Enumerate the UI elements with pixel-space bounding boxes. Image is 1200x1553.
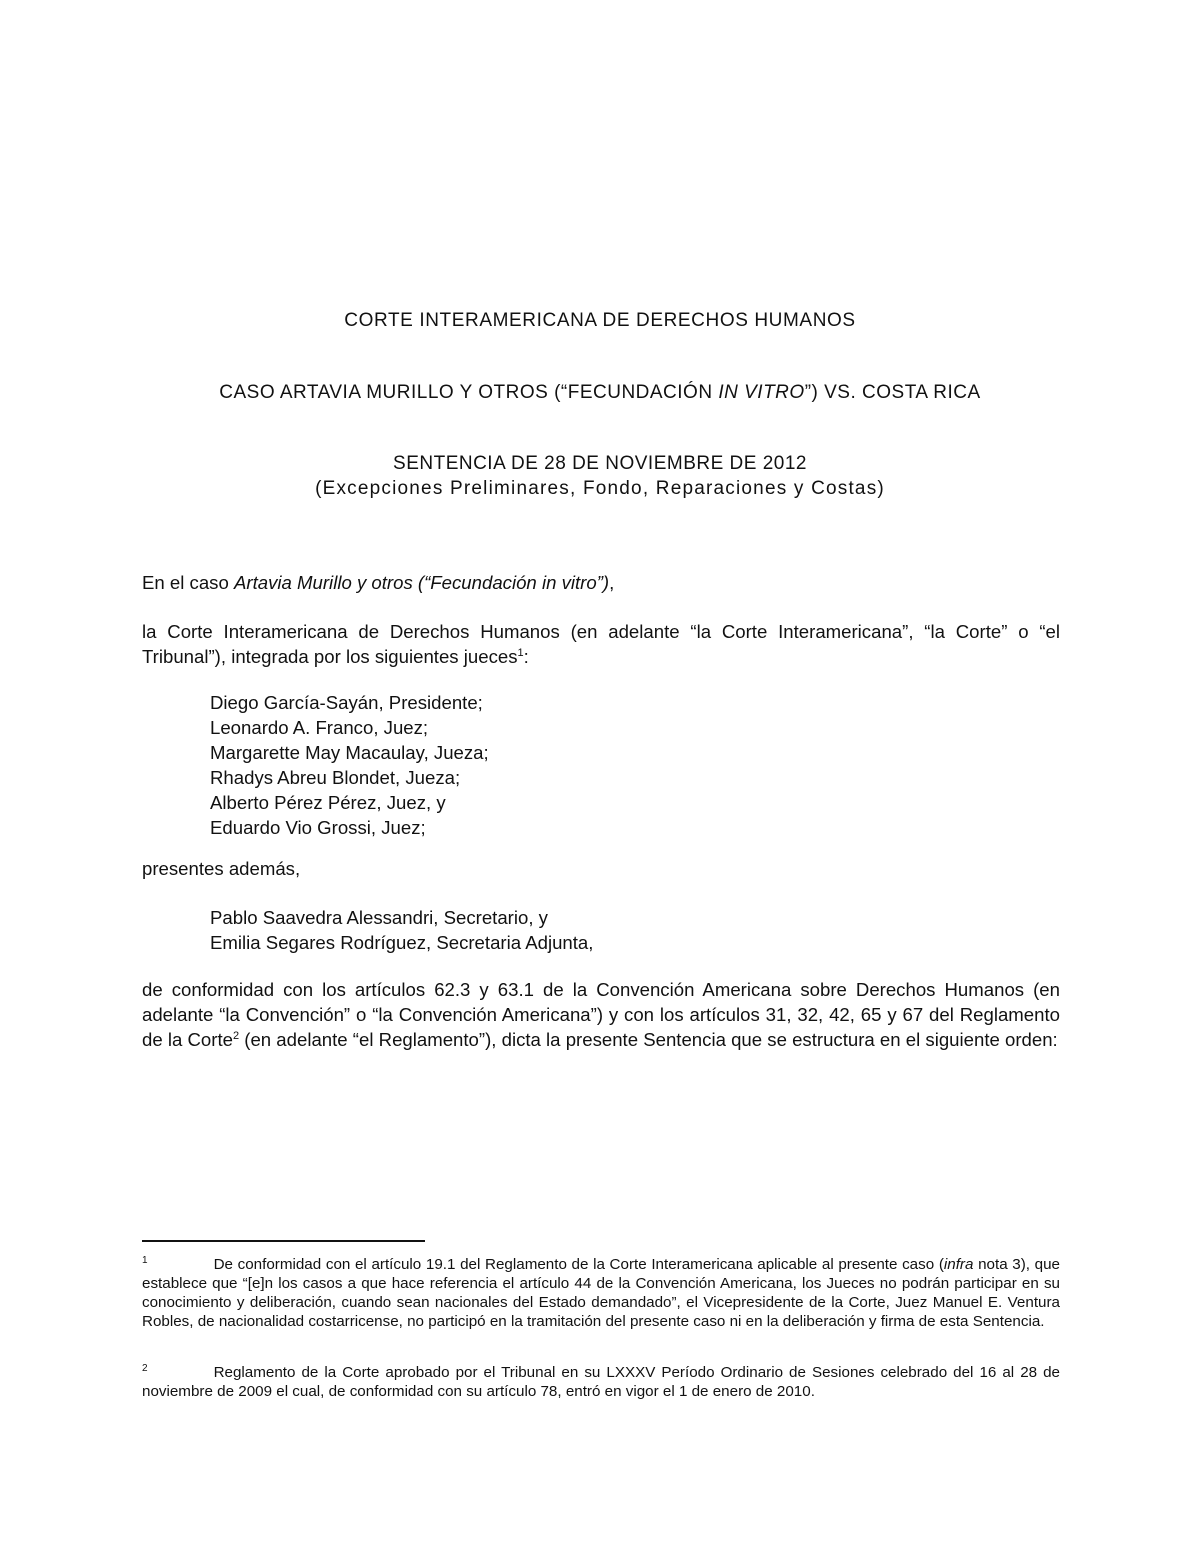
judges-list — [210, 690, 489, 840]
footnote-number: 2 — [142, 1362, 148, 1374]
conformidad-paragraph — [142, 977, 1060, 1052]
case-title-suffix: ”) VS. COSTA RICA — [804, 382, 981, 403]
judgment-subtitle: (Excepciones Preliminares, Fondo, Reparaciones y Costas) — [315, 478, 885, 499]
case-title-italic: IN VITRO — [718, 382, 805, 403]
court-name: CORTE INTERAMERICANA DE DERECHOS HUMANOS — [344, 310, 856, 331]
case-title — [140, 382, 1060, 404]
footnote-number: 1 — [142, 1254, 148, 1266]
conformidad-part2: (en adelante “el Reglamento”), dicta la presente Sentencia que se estructura en el siguiente orden: — [239, 1029, 1058, 1050]
intro-after: : — [523, 646, 529, 667]
footnote-text-before: De conformidad con el artículo 19.1 del Reglamento de la Corte Interamericana aplicable al presente caso ( — [213, 1256, 944, 1273]
secretary-item: Emilia Segares Rodríguez, Secretaria Adjunta, — [210, 932, 594, 953]
footnote-text: Reglamento de la Corte aprobado por el Tribunal en su LXXXV Período Ordinario de Sesiones celebrado del 16 al 28 de noviembre de 2009 el cual, de conformidad con su artículo 78, entró en vigor el 1 de enero de 2010. — [142, 1364, 1060, 1400]
intro-text: la Corte Interamericana de Derechos Humanos (en adelante “la Corte Interamericana”, “la Corte” o “el Tribunal”), integrada por los siguientes jueces — [142, 621, 1060, 667]
opening-line — [142, 570, 1060, 595]
judgment-date: SENTENCIA DE 28 DE NOVIEMBRE DE 2012 — [393, 453, 807, 474]
secretaries-list — [210, 905, 593, 955]
footnote-ref-2[interactable]: 2 — [232, 1029, 240, 1042]
case-title-prefix: CASO ARTAVIA MURILLO Y OTROS (“FECUNDACIÓN — [219, 382, 719, 403]
footnote-2 — [142, 1363, 1060, 1401]
opening-suffix: , — [609, 572, 615, 593]
judge-item: Rhadys Abreu Blondet, Jueza; — [210, 767, 461, 788]
footnote-text-after: nota 3), que establece que “[e]n los casos a que hace referencia el artículo 44 de la Convención Americana, los Jueces no podrán participar en su conocimiento y deliberación, cuando sean nacionales del Estado demandado”, el Vicepresidente de la Corte, Juez Manuel E. Ventura Robles, de nacionalidad costarricense, no participó en la tramitación del presente caso ni en la deliberación y firma de esta Sentencia. — [142, 1256, 1060, 1330]
footnote-italic: infra — [943, 1256, 974, 1273]
intro-paragraph — [142, 619, 1060, 669]
secretary-item: Pablo Saavedra Alessandri, Secretario, y — [210, 907, 548, 928]
judge-item: Alberto Pérez Pérez, Juez, y — [210, 792, 446, 813]
presentes-line: presentes además, — [142, 858, 301, 879]
opening-case-name: Artavia Murillo y otros (“Fecundación in vitro”) — [234, 572, 610, 593]
footnote-ref-1[interactable]: 1 — [517, 646, 524, 659]
judge-item: Margarette May Macaulay, Jueza; — [210, 742, 489, 763]
conformidad-part1: de conformidad con los artículos 62.3 y 63.1 de la Convención Americana sobre Derechos Humanos (en adelante “la Convención” o “la Convención Americana”) y con los artículos 31, 32, 42, 65 y 67 del Reglamento de la Corte — [142, 979, 1060, 1050]
judge-item: Eduardo Vio Grossi, Juez; — [210, 817, 426, 838]
opening-prefix: En el caso — [142, 572, 234, 593]
judge-item: Leonardo A. Franco, Juez; — [210, 717, 429, 738]
footnote-1 — [142, 1255, 1060, 1331]
judge-item: Diego García-Sayán, Presidente; — [210, 692, 483, 713]
footnote-separator — [142, 1240, 425, 1242]
